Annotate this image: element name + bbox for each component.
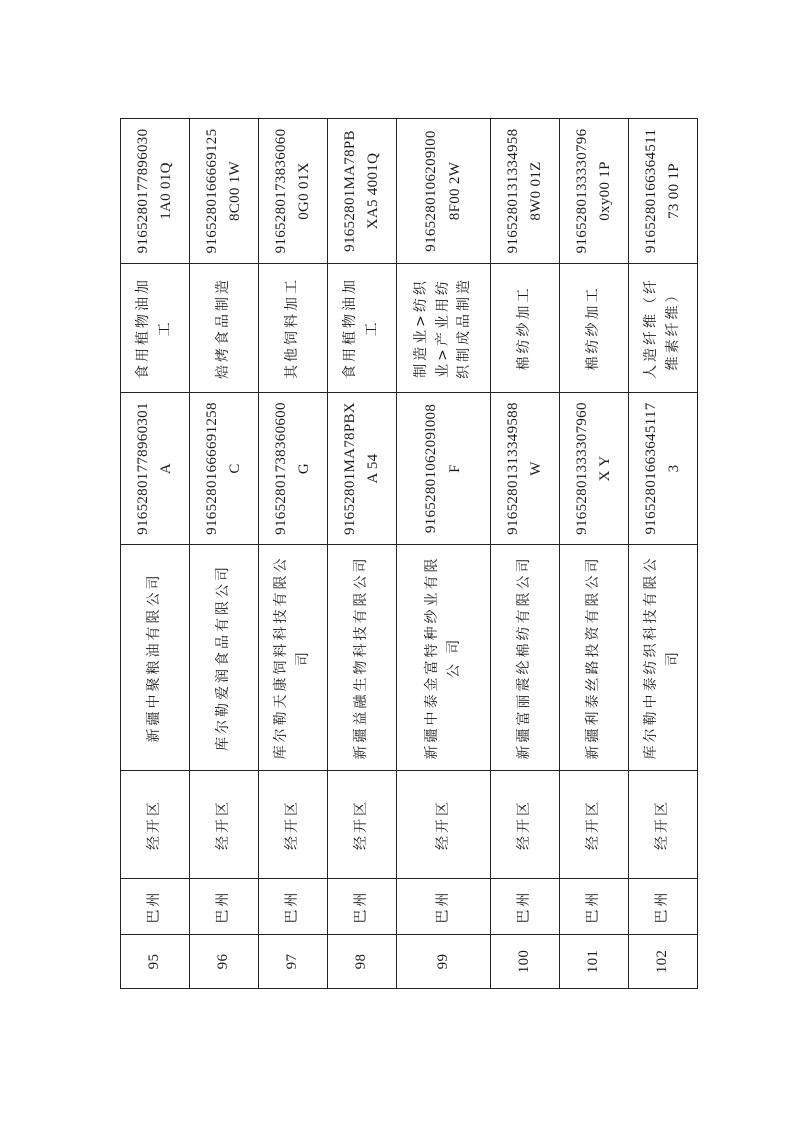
cell-region: 巴州 (491, 879, 560, 935)
cell-region: 巴州 (328, 879, 397, 935)
cell-credit-code: 91652801313349588 W (491, 393, 560, 545)
cell-region: 巴州 (121, 879, 190, 935)
cell-permit-code: 91652801666691258C00 1W (190, 119, 259, 264)
cell-company-name: 新疆中泰金富特种纱业有限公 司 (397, 545, 491, 771)
cell-number: 99 (397, 935, 491, 989)
cell-zone: 经开区 (190, 771, 259, 879)
cell-company-name: 库尔勒中泰纺织科技有限公司 (629, 545, 698, 771)
cell-company-name: 新疆利泰丝路投资有限公司 (560, 545, 629, 771)
cell-industry: 棉纺纱加工 (560, 264, 629, 393)
cell-industry: 人造纤维（纤维素纤维） (629, 264, 698, 393)
cell-region: 巴州 (190, 879, 259, 935)
cell-company-name: 库尔勒天康饲料科技有限公司 (259, 545, 328, 771)
cell-zone: 经开区 (491, 771, 560, 879)
cell-permit-code: 91652801778960301A0 01Q (121, 119, 190, 264)
cell-industry: 棉纺纱加工 (491, 264, 560, 393)
cell-permit-code: 91652801333307960xy00 1P (560, 119, 629, 264)
cell-company-name: 新疆益融生物科技有限公司 (328, 545, 397, 771)
cell-company-name: 新疆富丽震纶棉纺有限公司 (491, 545, 560, 771)
enterprise-table (120, 118, 698, 989)
cell-number: 95 (121, 935, 190, 989)
cell-industry: 制造业>纺织业>产业用纺织制成品制造 (397, 264, 491, 393)
table-row (629, 119, 698, 989)
cell-company-name: 库尔勒爱润食品有限公司 (190, 545, 259, 771)
cell-industry: 其他饲料加工 (259, 264, 328, 393)
cell-permit-code: 91652801738360600G0 01X (259, 119, 328, 264)
table-row (190, 119, 259, 989)
cell-region: 巴州 (259, 879, 328, 935)
table-row (397, 119, 491, 989)
cell-zone: 经开区 (397, 771, 491, 879)
cell-region: 巴州 (397, 879, 491, 935)
cell-industry: 食用植物油加工 (328, 264, 397, 393)
cell-credit-code: 91652801MA78PBXA 54 (328, 393, 397, 545)
cell-number: 101 (560, 935, 629, 989)
table-row (121, 119, 190, 989)
cell-credit-code: 91652801666691258C (190, 393, 259, 545)
table-row (491, 119, 560, 989)
cell-permit-code: 91652801MA78PBXA5 4001Q (328, 119, 397, 264)
cell-zone: 经开区 (629, 771, 698, 879)
table-row (259, 119, 328, 989)
cell-region: 巴州 (560, 879, 629, 935)
cell-company-name: 新疆中聚粮油有限公司 (121, 545, 190, 771)
cell-number: 96 (190, 935, 259, 989)
cell-credit-code: 9165280106209l008F (397, 393, 491, 545)
cell-industry: 食用植物油加工 (121, 264, 190, 393)
cell-credit-code: 91652801738360600G (259, 393, 328, 545)
cell-credit-code: 91652801778960301A (121, 393, 190, 545)
cell-credit-code: 91652801333307960X Y (560, 393, 629, 545)
cell-permit-code: 9165280106209l008F00 2W (397, 119, 491, 264)
cell-region: 巴州 (629, 879, 698, 935)
cell-zone: 经开区 (259, 771, 328, 879)
table-row (328, 119, 397, 989)
cell-zone: 经开区 (121, 771, 190, 879)
document-table-area (120, 119, 682, 989)
cell-zone: 经开区 (328, 771, 397, 879)
cell-zone: 经开区 (560, 771, 629, 879)
cell-number: 97 (259, 935, 328, 989)
cell-industry: 焙烤食品制造 (190, 264, 259, 393)
cell-permit-code: 91652801313349588W0 01Z (491, 119, 560, 264)
cell-credit-code: 916528016636451173 (629, 393, 698, 545)
cell-permit-code: 916528016636451173 00 1P (629, 119, 698, 264)
cell-number: 100 (491, 935, 560, 989)
cell-number: 102 (629, 935, 698, 989)
cell-number: 98 (328, 935, 397, 989)
table-row (560, 119, 629, 989)
